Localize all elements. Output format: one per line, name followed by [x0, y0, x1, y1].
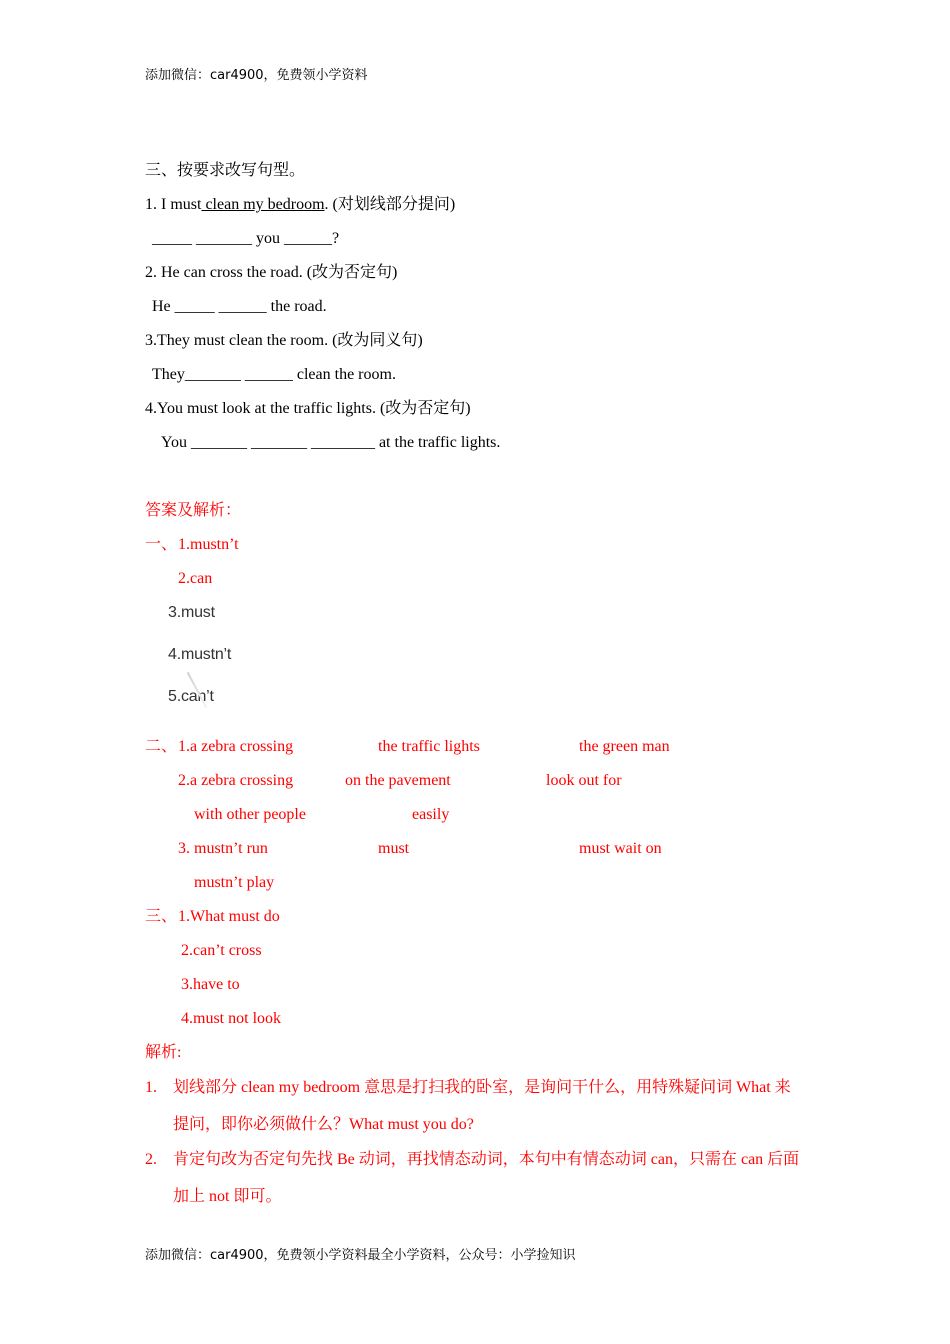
question-4-blank: You _______ _______ ________ at the traffic lights.: [161, 434, 501, 451]
answer-2-row1-c: the green man: [579, 738, 670, 755]
question-1-blank: _____ _______ you ______?: [152, 230, 340, 247]
page-footer: 添加微信：car4900，免费领小学资料最全小学资料，公众号：小学捡知识: [145, 1248, 576, 1263]
answer-2-row4-b: must: [378, 840, 410, 857]
section-title: 三、按要求改写句型。: [145, 162, 306, 179]
answer-3-1: 1.What must do: [178, 908, 280, 925]
question-1-underlined: clean my bedroom: [201, 196, 325, 213]
answer-2-row2-c: look out for: [546, 772, 622, 789]
answer-2-row1-b: the traffic lights: [378, 738, 480, 755]
analysis-title: 解析:: [145, 1044, 182, 1061]
analysis-1-line2: 提问，即你必须做什么？What must you do?: [173, 1116, 474, 1133]
question-1: [145, 195, 455, 215]
answer-3-2: 2.can’t cross: [181, 942, 262, 959]
answer-part2-label: 二、: [145, 738, 178, 755]
question-3: 3.They must clean the room. (改为同义句): [145, 332, 423, 349]
question-3-blank: They_______ ______ clean the room.: [152, 366, 396, 383]
analysis-2-number: 2.: [145, 1151, 157, 1168]
question-2-blank: He _____ ______ the road.: [152, 298, 327, 315]
answers-title: 答案及解析：: [145, 502, 242, 519]
answer-2-row4-c: must wait on: [579, 840, 662, 857]
analysis-2-line1: 肯定句改为否定句先找 Be 动词，再找情态动词，本句中有情态动词 can，只需在 can 后面: [173, 1151, 800, 1168]
answer-2-row2-b: on the pavement: [345, 772, 451, 789]
answer-1-5: 5.can’t: [168, 688, 214, 705]
answer-3-4: 4.must not look: [181, 1010, 282, 1027]
question-2: 2. He can cross the road. (改为否定句): [145, 264, 398, 281]
answer-2-row2-a: 2.a zebra crossing: [178, 772, 294, 789]
answer-part3-label: 三、: [145, 908, 178, 925]
answer-2-row4-a: 3. mustn’t run: [178, 840, 268, 857]
answer-1-4: 4.mustn’t: [168, 646, 232, 663]
analysis-1-number: 1.: [145, 1079, 157, 1096]
analysis-2-line2: 加上 not 即可。: [173, 1188, 282, 1205]
answer-3-3: 3.have to: [181, 976, 240, 993]
page-header: 添加微信：car4900，免费领小学资料: [145, 68, 368, 83]
answer-1-1: 1.mustn’t: [178, 536, 239, 553]
answer-2-row3-a: with other people: [194, 806, 306, 823]
answer-2-row3-b: easily: [412, 806, 450, 823]
analysis-1-line1: 划线部分 clean my bedroom 意思是打扫我的卧室，是询问干什么，用特殊疑问词 What 来: [173, 1079, 791, 1096]
answer-2-row5-a: mustn’t play: [194, 874, 275, 891]
answer-2-row1-a: 1.a zebra crossing: [178, 738, 294, 755]
question-1-post: . (对划线部分提问): [324, 196, 456, 213]
answer-part1-label: 一、: [145, 536, 178, 553]
answer-1-3: 3.must: [168, 604, 215, 621]
answer-1-2: 2.can: [178, 570, 213, 587]
question-4: 4.You must look at the traffic lights. (改为否定句): [145, 400, 471, 417]
question-1-pre: 1. I must: [145, 196, 202, 213]
